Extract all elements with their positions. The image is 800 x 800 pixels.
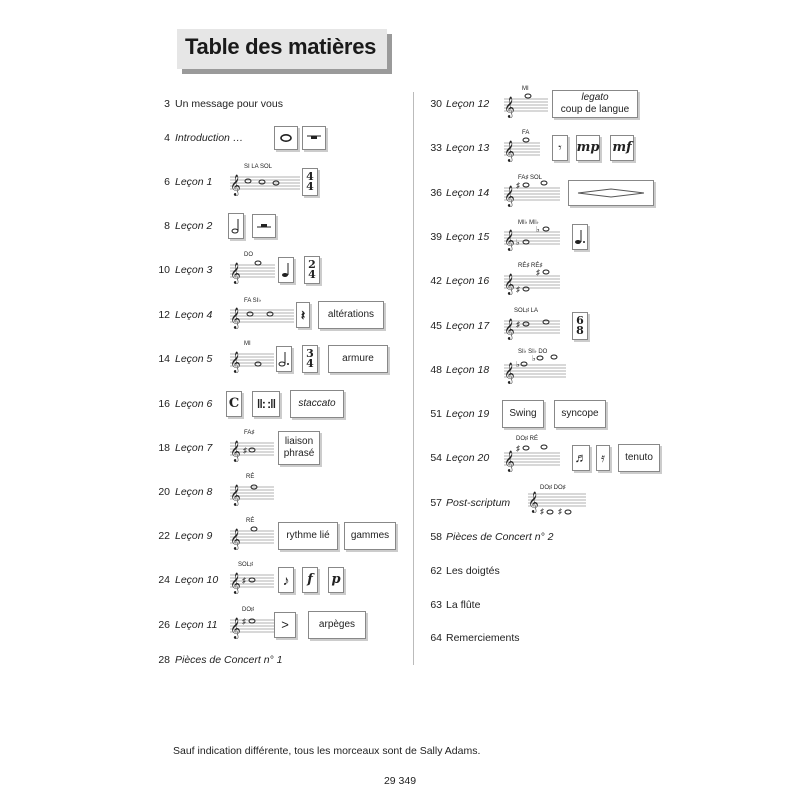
toc-entry-28[interactable]	[150, 640, 410, 680]
svg-text:𝄞: 𝄞	[230, 441, 241, 462]
note-names: MI	[522, 86, 529, 92]
svg-text:𝄞: 𝄞	[504, 97, 515, 118]
page-number: 58	[430, 531, 442, 543]
svg-text:♭: ♭	[516, 238, 520, 247]
tag-box: liaison phrasé	[278, 431, 320, 465]
title-box	[177, 29, 387, 69]
note-names: FA SI♭	[244, 298, 262, 304]
note-names: MI	[244, 341, 251, 347]
entry-label: Leçon 9	[175, 530, 213, 542]
svg-text:♯: ♯	[516, 285, 520, 294]
half-rest-icon	[252, 214, 276, 238]
toc-entry-48[interactable]	[422, 350, 682, 390]
svg-text:♯: ♯	[516, 444, 520, 453]
entry-label: Leçon 5	[175, 353, 213, 365]
page-number: 62	[430, 565, 442, 577]
svg-text:𝄞: 𝄞	[504, 363, 515, 384]
page-number: 16	[158, 398, 170, 410]
page-number: 57	[430, 497, 442, 509]
toc-entry-24[interactable]	[150, 560, 410, 600]
svg-text:♯: ♯	[558, 507, 562, 516]
page-number: 63	[430, 599, 442, 611]
page-number: 22	[158, 530, 170, 542]
forte-icon: f	[302, 567, 318, 593]
whole-note-icon	[274, 126, 298, 150]
svg-text:𝄞: 𝄞	[230, 263, 241, 284]
time-signature: 2 4	[304, 256, 320, 284]
entry-label: Leçon 4	[175, 309, 213, 321]
time-signature: 3 4	[302, 345, 318, 373]
toc-entry-64[interactable]	[422, 618, 682, 658]
entry-label: Leçon 14	[446, 187, 490, 199]
svg-text:♭: ♭	[536, 225, 540, 234]
entry-label: Leçon 6	[175, 398, 213, 410]
page-number: 39	[430, 231, 442, 243]
tag-box: rythme lié	[278, 522, 338, 550]
tag-box: armure	[328, 345, 388, 373]
svg-text:♯: ♯	[242, 576, 246, 585]
time-signature: 4 4	[302, 168, 318, 196]
entry-label: Un message pour vous	[175, 98, 283, 110]
toc-entry-20[interactable]	[150, 472, 410, 512]
note-names: DO♯ DO♯	[540, 485, 566, 491]
sixteenth-rest-icon: 𝄿	[596, 445, 610, 471]
svg-text:𝄞: 𝄞	[230, 529, 241, 550]
toc-entry-8[interactable]	[150, 206, 410, 246]
svg-text:𝄞: 𝄞	[504, 319, 515, 340]
entry-label: Leçon 13	[446, 142, 490, 154]
entry-label: Leçon 10	[175, 574, 219, 586]
svg-text:♯: ♯	[516, 181, 520, 190]
entry-label: Leçon 15	[446, 231, 490, 243]
note-names: RÉ♯ RÉ♯	[518, 263, 543, 269]
entry-label: Leçon 12	[446, 98, 490, 110]
svg-text:𝄞: 𝄞	[230, 618, 241, 639]
entry-label: Leçon 18	[446, 364, 490, 376]
svg-text:𝄞: 𝄞	[230, 175, 241, 196]
entry-label: Pièces de Concert n° 1	[175, 654, 283, 666]
toc-entry-45[interactable]	[422, 306, 682, 346]
tag-box: altérations	[318, 301, 384, 329]
page-number: 42	[430, 275, 442, 287]
note-names: SI LA SOL	[244, 164, 273, 170]
tag-box-2: syncope	[554, 400, 606, 428]
staff-notes	[504, 353, 566, 385]
entry-label: Leçon 2	[175, 220, 213, 232]
entry-label: Introduction …	[175, 132, 244, 144]
page-number: 54	[430, 452, 442, 464]
toc-entry-39[interactable]	[422, 217, 682, 257]
svg-text:♭: ♭	[516, 360, 520, 369]
toc-entry-14[interactable]	[150, 339, 410, 379]
crescendo-decrescendo-icon	[568, 180, 654, 206]
toc-entry-10[interactable]	[150, 250, 410, 290]
dotted-quarter-note-icon	[572, 224, 588, 250]
page-number: 64	[430, 632, 442, 644]
piano-icon: p	[328, 567, 344, 593]
toc-entry-26[interactable]	[150, 605, 410, 645]
note-names: SI♭ SI♭ DO	[518, 349, 548, 355]
page-number: 26	[158, 619, 170, 631]
entry-label: Leçon 8	[175, 486, 213, 498]
toc-entry-22[interactable]	[150, 516, 410, 556]
toc-entry-42[interactable]	[422, 261, 682, 301]
entry-label: Pièces de Concert n° 2	[446, 531, 554, 543]
page-number: 30	[430, 98, 442, 110]
page-number: 48	[430, 364, 442, 376]
repeat-sign-icon: ‖: :‖	[252, 391, 280, 417]
entry-label: Leçon 17	[446, 320, 490, 332]
page-number: 45	[430, 320, 442, 332]
tag-box: arpèges	[308, 611, 366, 639]
toc-entry-16[interactable]	[150, 384, 410, 424]
entry-label: Remerciements	[446, 632, 520, 644]
toc-entry-33[interactable]	[422, 128, 682, 168]
page-footer-number: 29 349	[383, 775, 417, 787]
quarter-rest-icon: 𝄽	[296, 302, 310, 328]
staff-notes	[230, 298, 294, 330]
note-names: RÉ	[246, 474, 255, 480]
entry-label: Leçon 20	[446, 452, 490, 464]
note-names: SOL♯ LA	[514, 308, 539, 314]
toc-entry-30[interactable]	[422, 84, 682, 124]
page-number: 33	[430, 142, 442, 154]
note-names: FA♯ SOL	[518, 175, 543, 181]
toc-entry-6[interactable]	[150, 162, 410, 202]
entry-label: Leçon 16	[446, 275, 490, 287]
accent-icon: >	[274, 612, 296, 638]
svg-text:𝄞: 𝄞	[504, 274, 515, 295]
note-names: MI♭ MI♭	[518, 220, 539, 226]
svg-text:𝄞: 𝄞	[504, 451, 515, 472]
note-names: SOL♯	[238, 562, 254, 568]
staff-notes	[504, 441, 560, 473]
page-number: 10	[158, 264, 170, 276]
page-number: 4	[164, 132, 170, 144]
toc-entry-54[interactable]	[422, 438, 682, 478]
tag-box-2: gammes	[344, 522, 396, 550]
note-names: DO♯	[242, 607, 254, 613]
footer-note: Sauf indication différente, tous les morceaux sont de Sally Adams.	[173, 745, 481, 757]
toc-entry-51[interactable]	[422, 394, 682, 434]
entry-label: Leçon 11	[175, 619, 218, 631]
beamed-sixteenth-notes-icon: ♬	[572, 445, 590, 471]
time-signature: 6 8	[572, 312, 588, 340]
mezzo-piano-icon: mp	[576, 135, 600, 161]
eighth-rest-icon: 𝄾	[552, 135, 568, 161]
common-time-icon: C	[226, 391, 242, 417]
note-names: DO	[244, 252, 253, 258]
column-divider	[413, 92, 414, 665]
svg-text:𝄞: 𝄞	[230, 573, 241, 594]
page-number: 12	[158, 309, 170, 321]
svg-text:𝄞: 𝄞	[504, 141, 515, 162]
tag-box: tenuto	[618, 444, 660, 472]
svg-text:𝄞: 𝄞	[230, 352, 241, 373]
page-number: 28	[158, 654, 170, 666]
toc-entry-4[interactable]	[150, 118, 410, 158]
svg-text:♯: ♯	[536, 268, 540, 277]
svg-text:𝄞: 𝄞	[230, 308, 241, 329]
tag-box: staccato	[290, 390, 344, 418]
page-number: 3	[164, 98, 170, 110]
entry-label: Leçon 7	[175, 442, 213, 454]
svg-text:𝄞: 𝄞	[528, 492, 539, 513]
svg-text:♯: ♯	[243, 446, 247, 455]
toc-entry-18[interactable]	[150, 428, 410, 468]
entry-label: Post-scriptum	[446, 497, 511, 509]
page-number: 20	[158, 486, 170, 498]
svg-text:♯: ♯	[516, 320, 520, 329]
page-number: 6	[164, 176, 170, 188]
page-number: 18	[158, 442, 170, 454]
entry-label: Leçon 3	[175, 264, 213, 276]
svg-text:𝄞: 𝄞	[230, 485, 241, 506]
tag-box: Swing	[502, 400, 544, 428]
dotted-half-note-icon	[276, 346, 292, 372]
whole-rest-icon	[302, 126, 326, 150]
staff-notes	[230, 342, 274, 374]
svg-text:♯: ♯	[242, 617, 246, 626]
entry-label: Les doigtés	[446, 565, 500, 577]
entry-label: Leçon 1	[175, 176, 213, 188]
toc-entry-36[interactable]	[422, 173, 682, 213]
page-number: 51	[430, 408, 442, 420]
eighth-note-icon: ♪	[278, 567, 294, 593]
note-names: FA♯	[244, 430, 255, 436]
svg-text:𝄞: 𝄞	[504, 186, 515, 207]
tag-box: legato coup de langue	[552, 90, 638, 118]
svg-text:♭: ♭	[532, 354, 536, 363]
quarter-note-icon	[278, 257, 294, 283]
note-names: FA	[522, 130, 530, 136]
page-number: 8	[164, 220, 170, 232]
svg-text:𝄞: 𝄞	[504, 230, 515, 251]
page-number: 36	[430, 187, 442, 199]
toc-entry-12[interactable]	[150, 295, 410, 335]
entry-label: La flûte	[446, 599, 481, 611]
note-names: DO♯ RÉ	[516, 436, 539, 442]
entry-label: Leçon 19	[446, 408, 490, 420]
svg-text:♯: ♯	[540, 507, 544, 516]
mezzo-forte-icon: mf	[610, 135, 634, 161]
half-note-icon	[228, 213, 244, 239]
page-number: 24	[158, 574, 170, 586]
page-number: 14	[158, 353, 170, 365]
note-names: RÉ	[246, 518, 255, 524]
page-title: Table des matières	[185, 34, 377, 59]
